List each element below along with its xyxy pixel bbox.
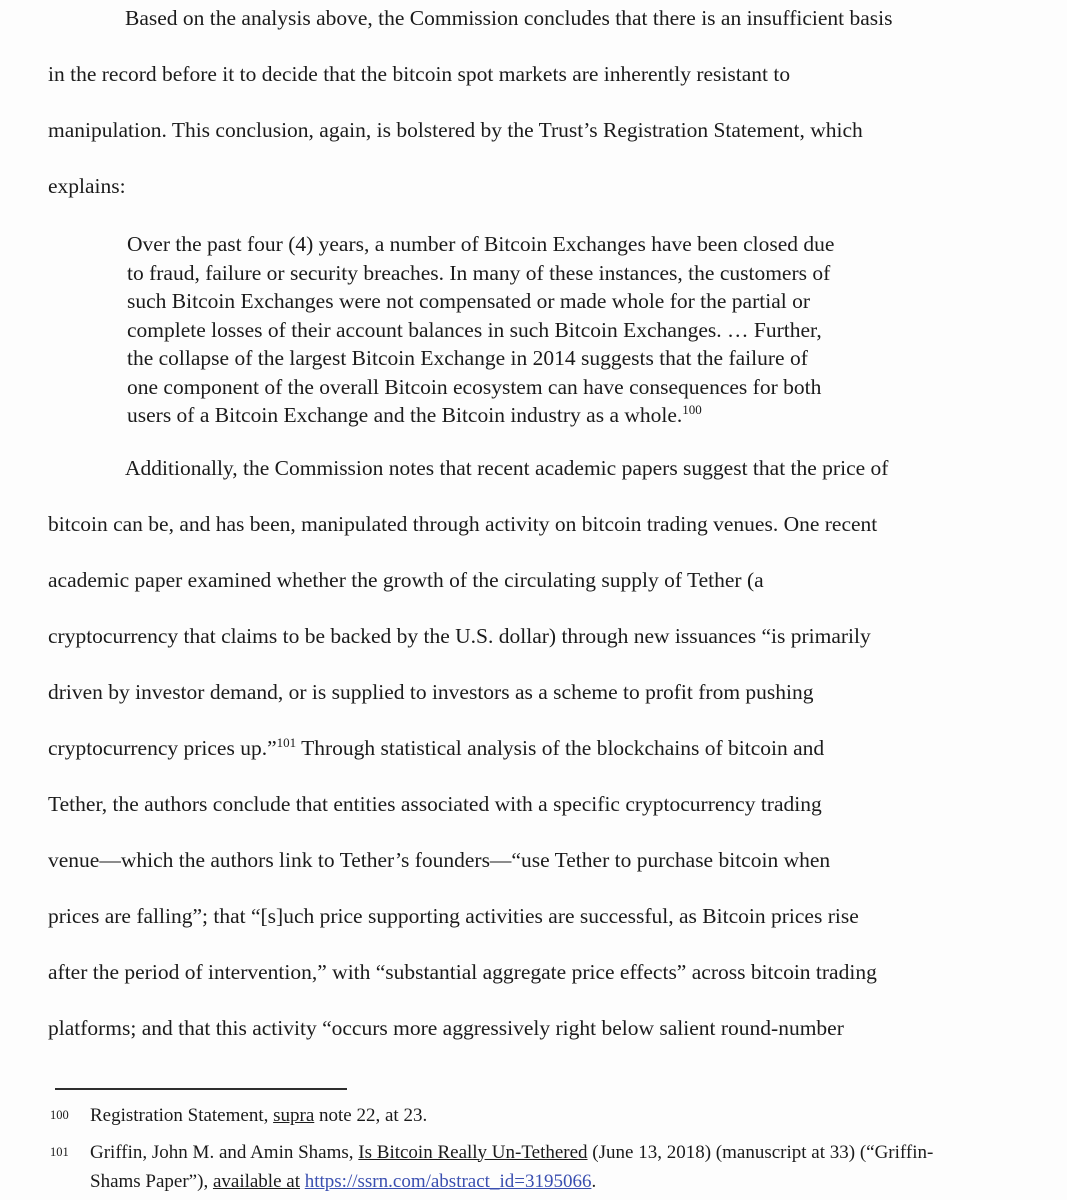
- paragraph-line: Additionally, the Commission notes that recent academic papers suggest that the price of: [125, 455, 889, 480]
- footnote-line: [90, 1101, 1027, 1130]
- footnote-101: [48, 1138, 1027, 1196]
- footnote-text-segment: .: [591, 1170, 597, 1192]
- footnote-text-segment: Shams Paper”),: [90, 1170, 213, 1192]
- paragraph-line: explains:: [48, 174, 126, 198]
- quote-line: the collapse of the largest Bitcoin Exchange in 2014 suggests that the failure of: [127, 346, 808, 370]
- paragraph-line-with-ref: [48, 720, 1027, 776]
- paragraph-line: manipulation. This conclusion, again, is bolstered by the Trust’s Registration Statement, which: [48, 118, 863, 142]
- quote-line: complete losses of their account balances in such Bitcoin Exchanges. … Further,: [127, 317, 822, 342]
- footnote-100: [48, 1101, 1027, 1130]
- paragraph-line: after the period of intervention,” with “substantial aggregate price effects” across bitcoin trading: [48, 959, 877, 984]
- paragraph-line: academic paper examined whether the growth of the circulating supply of Tether (a: [48, 567, 764, 592]
- footnote-marker: 100: [50, 1107, 69, 1122]
- paragraph-line: Tether, the authors conclude that entities associated with a specific cryptocurrency trading: [48, 791, 822, 816]
- ssrn-link[interactable]: https://ssrn.com/abstract_id=3195066: [304, 1170, 592, 1192]
- paragraph-academic-papers: [48, 440, 1027, 1056]
- paragraph-line-text: Through statistical analysis of the blockchains of bitcoin and: [296, 735, 825, 760]
- footnote-ref-101: 101: [276, 734, 297, 750]
- footnote-text-segment: Registration Statement,: [90, 1104, 274, 1126]
- footnote-text-segment: (June 13, 2018) (manuscript at 33) (“Griffin-: [587, 1141, 934, 1163]
- footnote-line: [90, 1138, 1027, 1167]
- paragraph-line: platforms; and that this activity “occurs more aggressively right below salient round-number: [48, 1015, 844, 1040]
- footnote-text-segment: Griffin, John M. and Amin Shams,: [90, 1141, 359, 1163]
- footnote-text-segment: note 22, at 23.: [314, 1104, 428, 1126]
- footnote-text: [90, 1138, 1027, 1196]
- quote-line-text: users of a Bitcoin Exchange and the Bitcoin industry as a whole.: [127, 403, 683, 427]
- paragraph-conclusion: [48, 0, 1027, 214]
- paragraph-line: driven by investor demand, or is supplied to investors as a scheme to profit from pushing: [48, 679, 814, 704]
- footnote-text: [90, 1101, 1027, 1130]
- footnote-ref-100: 100: [682, 401, 702, 417]
- quote-line: Over the past four (4) years, a number of Bitcoin Exchanges have been closed due: [127, 232, 835, 256]
- paragraph-line: cryptocurrency that claims to be backed by the U.S. dollar) through new issuances “is primarily: [48, 623, 871, 648]
- quote-line: one component of the overall Bitcoin ecosystem can have consequences for both: [127, 374, 822, 399]
- paragraph-line-text: cryptocurrency prices up.”: [48, 735, 277, 760]
- footnote-marker: 101: [50, 1144, 69, 1159]
- footnote-line: [90, 1167, 1027, 1196]
- paragraph-line: prices are falling”; that “[s]uch price supporting activities are successful, as Bitcoin prices rise: [48, 903, 859, 928]
- paragraph-line: venue—which the authors link to Tether’s founders—“use Tether to purchase bitcoin when: [48, 847, 831, 872]
- footnote-separator: [55, 1088, 347, 1090]
- quote-line: to fraud, failure or security breaches. In many of these instances, the customers of: [127, 260, 831, 285]
- quote-line: such Bitcoin Exchanges were not compensated or made whole for the partial or: [127, 289, 810, 313]
- paragraph-line: bitcoin can be, and has been, manipulated through activity on bitcoin trading venues. One recent: [48, 511, 878, 536]
- footnote-paper-title: Is Bitcoin Really Un-Tethered: [358, 1141, 588, 1163]
- footnote-available-at: available at: [212, 1170, 300, 1192]
- paragraph-line: in the record before it to decide that the bitcoin spot markets are inherently resistant to: [48, 62, 791, 86]
- quote-line: [127, 401, 1027, 430]
- paragraph-line: Based on the analysis above, the Commission concludes that there is an insufficient basis: [125, 6, 893, 30]
- registration-statement-quote: [127, 230, 1027, 430]
- footnote-supra: supra: [273, 1104, 315, 1126]
- footnotes-section: [48, 1101, 1027, 1196]
